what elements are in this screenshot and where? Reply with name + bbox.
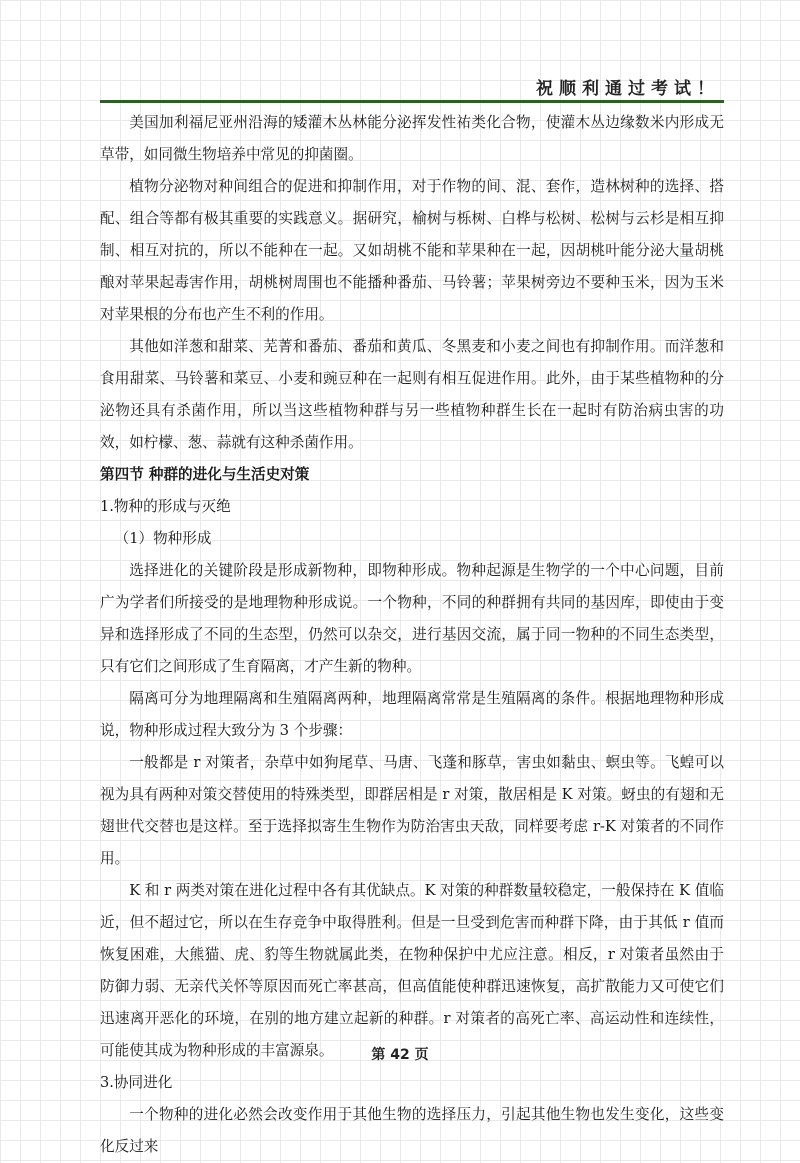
paragraph: 其他如洋葱和甜菜、芜菁和番茄、番茄和黄瓜、冬黑麦和小麦之间也有抑制作用。而洋葱和食用甜菜、马铃薯和菜豆、小麦和豌豆种在一起则有相互促进作用。此外，由于某些植物种的分泌物还具有杀菌作用，所以当这些植物种群与另一些植物种群生长在一起时有防治病虫害的功效，如柠檬、葱、蒜就有这种杀菌作用。 bbox=[100, 338, 724, 451]
paragraph: K 和 r 两类对策在进化过程中各有其优缺点。K 对策的种群数量较稳定，一般保持在 K 值临近，但不超过它，所以在生存竞争中取得胜利。但是一旦受到危害而种群下降，由于其低 r 值而恢复困难，大熊猫、虎、豹等生物就属此类，在物种保护中尤应注意。相反，r 对策者虽然由于防御力弱、无亲代关怀等原因而死亡率甚高，但高值能使种群迅速恢复，高扩散能力又可使它们迅速离开恶化的环境，在别的地方建立起新的种群。r 对策者的高死亡率、高运动性和连续性，可能使其成为物种形成的丰富源泉。 bbox=[100, 882, 724, 1059]
subheading: 3.协同进化 bbox=[100, 1074, 173, 1091]
subheading: 1.物种的形成与灭绝 bbox=[100, 498, 231, 515]
paragraph: 一个物种的进化必然会改变作用于其他生物的选择压力，引起其他生物也发生变化，这些变化反过来 bbox=[100, 1106, 724, 1155]
paragraph: 植物分泌物对种间组合的促进和抑制作用，对于作物的间、混、套作，造林树种的选择、搭配、组合等都有极其重要的实践意义。据研究，榆树与栎树、白桦与松树、松树与云杉是相互抑制、相互对抗的，所以不能种在一起。又如胡桃不能和苹果种在一起，因胡桃叶能分泌大量胡桃酿对苹果起毒害作用，胡桃树周围也不能播种番茄、马铃薯；苹果树旁边不要种玉米，因为玉米对苹果根的分布也产生不利的作用。 bbox=[100, 178, 724, 323]
paragraph: 一般都是 r 对策者，杂草中如狗尾草、马唐、飞蓬和豚草，害虫如黏虫、螟虫等。飞蝗可以视为具有两种对策交替使用的特殊类型，即群居相是 r 对策，散居相是 K 对策。蚜虫的有翅和无翅世代交替也是这样。至于选择拟寄生生物作为防治害虫天敌，同样要考虑 r-K 对策者的不同作用。 bbox=[100, 754, 724, 867]
section-heading: 第四节 种群的进化与生活史对策 bbox=[100, 466, 310, 483]
header-rule bbox=[100, 100, 724, 103]
page-number: 第 42 页 bbox=[371, 1047, 429, 1063]
page-header-title: 祝顺利通过考试！ bbox=[536, 79, 720, 99]
paragraph: 美国加利福尼亚州沿海的矮灌木丛林能分泌挥发性祐类化合物，使灌木丛边缘数米内形成无草带，如同微生物培养中常见的抑菌圈。 bbox=[100, 114, 724, 163]
subheading: （1）物种形成 bbox=[114, 530, 212, 547]
paragraph: 隔离可分为地理隔离和生殖隔离两种，地理隔离常常是生殖隔离的条件。根据地理物种形成说，物种形成过程大致分为 3 个步骤： bbox=[100, 690, 724, 739]
document-body bbox=[100, 107, 724, 1163]
paragraph: 选择进化的关键阶段是形成新物种，即物种形成。物种起源是生物学的一个中心问题，目前广为学者们所接受的是地理物种形成说。一个物种，不同的种群拥有共同的基因库，即使由于变异和选择形成了不同的生态型，仍然可以杂交，进行基因交流，属于同一物种的不同生态类型，只有它们之间形成了生育隔离，才产生新的物种。 bbox=[100, 562, 724, 675]
